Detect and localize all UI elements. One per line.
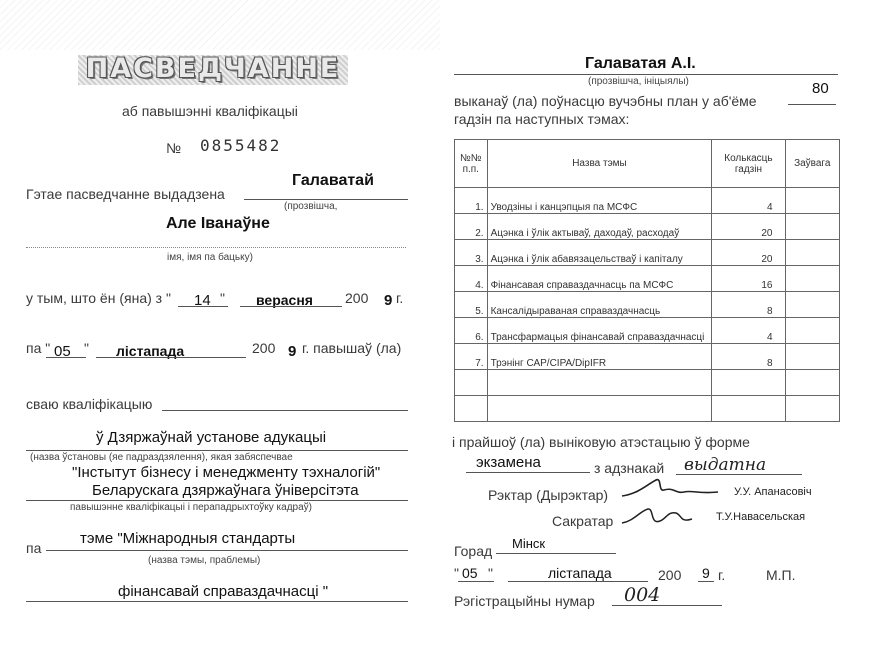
institution-caption-2: павышэнне кваліфікацыі і перападрыхтоўку кадраў) [70, 502, 312, 513]
row-hours: 8 [712, 344, 785, 370]
table-row [455, 266, 840, 292]
plan-line-2: гадзін па наступных тэмах: [454, 111, 630, 127]
grade-label: з адзнакай [594, 460, 665, 476]
row-note [785, 240, 840, 266]
issued-label: Гэтае пасведчанне выдадзена [26, 186, 225, 202]
person-caption: (прозвішча, ініцыялы) [588, 76, 689, 87]
attestation-line: і прайшоў (ла) выніковую атэстацыю ў форме [452, 434, 750, 450]
name-caption: імя, імя па бацьку) [167, 252, 253, 263]
date-month-line [508, 581, 648, 582]
table-row [455, 240, 840, 266]
to-month-line [96, 357, 246, 358]
date-open-quote: " [454, 565, 459, 581]
empty-cell [712, 370, 785, 396]
to-year-digit: 9 [288, 343, 297, 360]
date-year-prefix: 200 [658, 567, 682, 583]
date-close-quote: " [488, 565, 493, 581]
row-topic: Фінансавая справаздачнасць па МСФС [487, 266, 712, 292]
row-number: 1. [455, 188, 488, 214]
from-year-digit: 9 [384, 292, 393, 309]
topics-table [454, 139, 840, 422]
surname-value: Галаватай [292, 172, 374, 189]
to-month: лістапада [116, 343, 185, 359]
certificate-number: 0855482 [200, 136, 282, 155]
institution-line-3: Беларускага дзяржаўнага ўніверсітэта [92, 482, 359, 499]
institution-line-3-rule [26, 500, 408, 501]
registration-label: Рэгістрацыйны нумар [454, 593, 595, 609]
row-number: 3. [455, 240, 488, 266]
from-year-suffix: г. [396, 290, 404, 306]
institution-caption: (назва ўстановы (яе падраздзялення), якая забяспечвае [30, 452, 293, 463]
exam-value: экзамена [476, 454, 541, 471]
row-topic: Ацэнка і ўлік актываў, даходаў, расходаў [487, 214, 712, 240]
topic-caption: (назва тэмы, праблемы) [148, 555, 261, 566]
plan-line-1: выканаў (ла) поўнасцю вучэбны план у аб'ёме [454, 93, 757, 109]
from-day-line [178, 306, 228, 307]
to-year-prefix: 200 [252, 340, 276, 356]
to-day: 05 [54, 343, 71, 360]
topic-line-1-rule [46, 550, 408, 551]
table-row [455, 188, 840, 214]
topic-line-2-rule [26, 601, 408, 602]
hours-line [788, 104, 836, 105]
institution-line-2: "Інстытут бізнесу і менеджменту тэхналогій" [72, 464, 381, 481]
empty-cell [455, 370, 488, 396]
person-line [454, 74, 838, 75]
row-note [785, 266, 840, 292]
date-day-line [458, 581, 494, 582]
row-note [785, 214, 840, 240]
rector-signature [618, 474, 728, 504]
secretary-name: Т.У.Навасельская [716, 511, 806, 523]
empty-cell [487, 396, 712, 422]
row-hours: 4 [712, 188, 785, 214]
exam-line [466, 472, 590, 473]
row-number: 5. [455, 292, 488, 318]
row-hours: 4 [712, 318, 785, 344]
person-value: Галаватая А.І. [585, 55, 696, 72]
row-number: 6. [455, 318, 488, 344]
table-row [455, 292, 840, 318]
empty-cell [487, 370, 712, 396]
row-note [785, 318, 840, 344]
rector-label: Рэктар (Дырэктар) [488, 487, 609, 503]
registration-value: 004 [624, 584, 661, 606]
row-hours: 8 [712, 292, 785, 318]
row-number: 2. [455, 214, 488, 240]
institution-line-1-rule [26, 450, 408, 451]
date-year-suffix: г. [718, 567, 726, 583]
from-prefix: у тым, што ён (яна) з " [26, 290, 171, 306]
city-label: Горад [454, 543, 493, 559]
row-topic: Трэнінг САР/CIPA/DipIFR [487, 344, 712, 370]
date-year-line [698, 581, 714, 582]
col-header-note: Заўвага [785, 140, 840, 188]
secretary-label: Сакратар [552, 513, 614, 529]
table-row [455, 318, 840, 344]
from-day: 14 [194, 292, 211, 309]
empty-cell [785, 396, 840, 422]
col-header-hours: Колькасць гадзін [712, 140, 785, 188]
registration-line [612, 605, 722, 606]
table-row [455, 214, 840, 240]
table-header-row [455, 140, 840, 188]
document-title: ПАСВЕДЧАННЕ [85, 53, 341, 84]
empty-cell [785, 370, 840, 396]
col-header-num: №№ п.п. [455, 140, 488, 188]
from-quote: " [220, 290, 225, 306]
row-topic: Ацэнка і ўлік абавязацельстваў і капіталу [487, 240, 712, 266]
city-value: Мінск [512, 536, 546, 551]
rector-name: У.У. Апанасовіч [734, 486, 812, 498]
institution-line-1: ў Дзяржаўнай установе адукацыі [96, 429, 327, 446]
empty-cell [455, 396, 488, 422]
to-day-line [46, 357, 86, 358]
date-day: 05 [462, 565, 478, 581]
to-year-suffix: г. павышаў (ла) [302, 340, 402, 356]
to-prefix: па " [26, 340, 51, 356]
row-topic: Уводзіны і канцэпцыя па МСФС [487, 188, 712, 214]
hours-value: 80 [812, 80, 829, 97]
row-topic: Трансфармацыя фінансавай справаздачнасці [487, 318, 712, 344]
qualification-label: сваю кваліфікацыю [26, 396, 153, 412]
row-note [785, 188, 840, 214]
row-note [785, 344, 840, 370]
stamp-place-label: М.П. [766, 567, 796, 583]
from-month: верасня [256, 292, 313, 308]
row-hours: 16 [712, 266, 785, 292]
grade-value: выдатна [684, 455, 767, 475]
row-note [785, 292, 840, 318]
qualification-line [162, 410, 408, 411]
table-row-empty [455, 370, 840, 396]
name-line [26, 247, 406, 248]
from-month-line [240, 306, 342, 307]
empty-cell [712, 396, 785, 422]
table-row-empty [455, 396, 840, 422]
topic-line-2: фінансавай справаздачнасці " [118, 583, 329, 600]
surname-line [244, 199, 408, 200]
date-year-digit: 9 [702, 565, 710, 581]
row-hours: 20 [712, 214, 785, 240]
name-value: Але Іванаўне [166, 215, 270, 232]
topic-label: па [26, 540, 42, 556]
secretary-signature [620, 505, 700, 531]
document-subtitle: аб павышэнні кваліфікацыі [122, 103, 298, 119]
header-background [0, 0, 440, 50]
topic-line-1: тэме "Міжнародныя стандарты [80, 530, 296, 547]
surname-caption: (прозвішча, [284, 201, 338, 212]
date-month: лістапада [548, 565, 612, 581]
row-number: 4. [455, 266, 488, 292]
row-topic: Кансалідыраваная справаздачнасць [487, 292, 712, 318]
document-title-banner [78, 55, 348, 85]
to-quote: " [84, 340, 89, 356]
from-year-prefix: 200 [345, 290, 369, 306]
row-number: 7. [455, 344, 488, 370]
city-line [496, 553, 616, 554]
col-header-topic: Назва тэмы [487, 140, 712, 188]
row-hours: 20 [712, 240, 785, 266]
table-row [455, 344, 840, 370]
number-label: № [166, 140, 182, 156]
